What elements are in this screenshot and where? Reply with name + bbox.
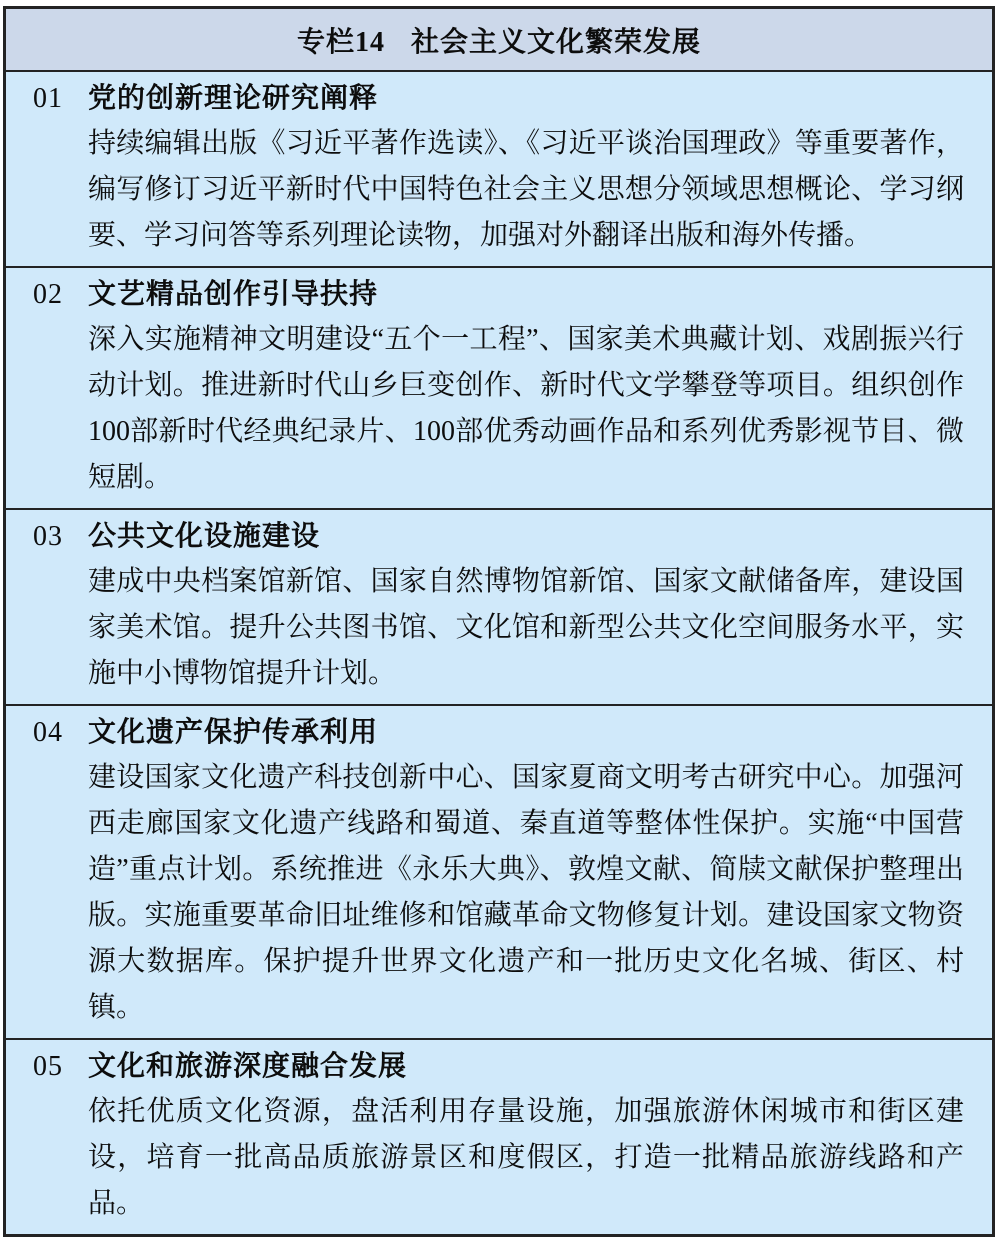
section-02 (6, 266, 992, 508)
section-number: 03 (33, 521, 63, 552)
section-number: 04 (33, 717, 63, 748)
section-body: 深入实施精神文明建设“五个一工程”、国家美术典藏计划、戏剧振兴行动计划。推进新时代山乡巨变创作、新时代文学攀登等项目。组织创作100部新时代经典纪录片、100部优秀动画作品和系列优秀影视节目、微短剧。 (88, 324, 964, 493)
section-03 (6, 508, 992, 704)
section-title-row (6, 77, 964, 121)
section-body: 依托优质文化资源，盘活利用存量设施，加强旅游休闲城市和街区建设，培育一批高品质旅游景区和度假区，打造一批精品旅游线路和产品。 (88, 1096, 964, 1219)
section-title: 公共文化设施建设 (88, 521, 321, 552)
section-body: 建设国家文化遗产科技创新中心、国家夏商文明考古研究中心。加强河西走廊国家文化遗产线路和蜀道、秦直道等整体性保护。实施“中国营造”重点计划。系统推进《永乐大典》、敦煌文献、简牍文献保护整理出版。实施重要革命旧址维修和馆藏革命文物修复计划。建设国家文物资源大数据库。保护提升世界文化遗产和一批历史文化名城、街区、村镇。 (88, 762, 964, 1023)
section-number: 01 (33, 83, 63, 114)
section-title-row (6, 273, 964, 317)
section-title: 文化和旅游深度融合发展 (88, 1051, 408, 1082)
section-body: 建成中央档案馆新馆、国家自然博物馆新馆、国家文献储备库，建设国家美术馆。提升公共图书馆、文化馆和新型公共文化空间服务水平，实施中小博物馆提升计划。 (88, 566, 964, 689)
section-05 (6, 1038, 992, 1234)
section-number: 05 (33, 1051, 63, 1082)
panel-header (6, 9, 992, 72)
section-title: 文化遗产保护传承利用 (88, 717, 379, 748)
section-04 (6, 704, 992, 1038)
section-title: 文艺精品创作引导扶持 (88, 279, 379, 310)
section-title-row (6, 515, 964, 559)
panel-header-title: 社会主义文化繁荣发展 (411, 27, 702, 58)
section-title: 党的创新理论研究阐释 (88, 83, 379, 114)
column-box-panel (3, 6, 995, 1237)
section-title-row (6, 1045, 964, 1089)
section-01 (6, 72, 992, 266)
panel-header-number: 专栏14 (296, 27, 385, 58)
section-number: 02 (33, 279, 63, 310)
section-title-row (6, 711, 964, 755)
section-body: 持续编辑出版《习近平著作选读》、《习近平谈治国理政》等重要著作，编写修订习近平新时代中国特色社会主义思想分领域思想概论、学习纲要、学习问答等系列理论读物，加强对外翻译出版和海外传播。 (88, 128, 964, 251)
